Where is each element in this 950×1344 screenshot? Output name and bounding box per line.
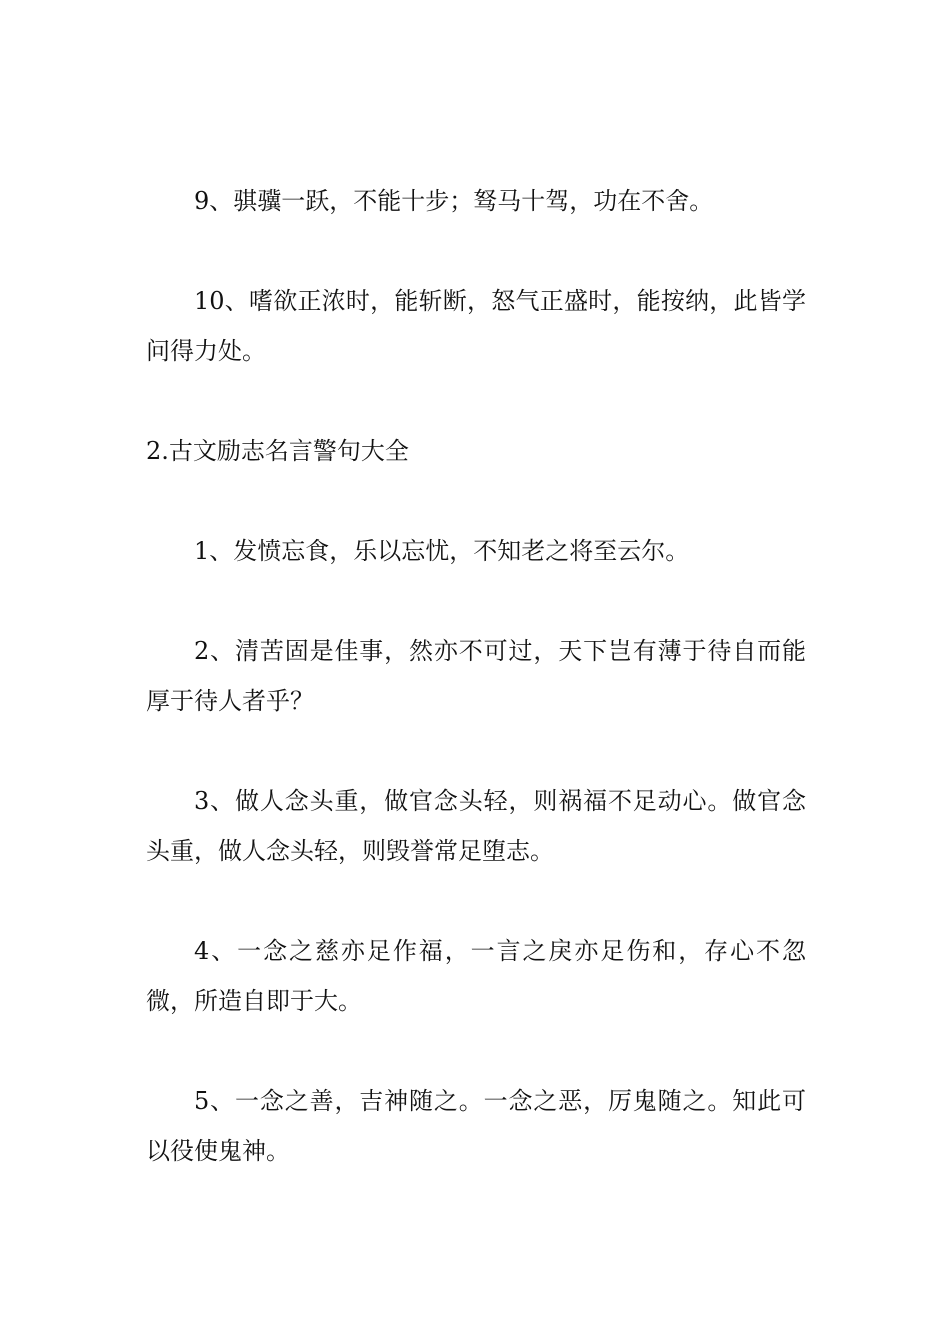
section-heading: 2.古文励志名言警句大全 <box>146 437 409 465</box>
quote-paragraph-5: 5、一念之善，吉神随之。一念之恶，厉鬼随之。知此可以役使鬼神。 <box>146 1087 806 1165</box>
quote-paragraph-10: 10、嗜欲正浓时，能斩断，怒气正盛时，能按纳，此皆学问得力处。 <box>146 287 806 365</box>
quote-paragraph-4: 4、一念之慈亦足作福，一言之戾亦足伤和，存心不忽微，所造自即于大。 <box>146 937 806 1015</box>
quote-paragraph-2: 2、清苦固是佳事，然亦不可过，天下岂有薄于待自而能厚于待人者乎？ <box>146 637 806 715</box>
quote-paragraph-3: 3、做人念头重，做官念头轻，则祸福不足动心。做官念头重，做人念头轻，则毁誉常足堕志。 <box>146 787 806 865</box>
document-body <box>146 176 806 1226</box>
quote-paragraph-1: 1、发愤忘食，乐以忘忧，不知老之将至云尔。 <box>194 537 690 565</box>
quote-paragraph-9: 9、骐骥一跃，不能十步；驽马十驾，功在不舍。 <box>194 187 714 215</box>
